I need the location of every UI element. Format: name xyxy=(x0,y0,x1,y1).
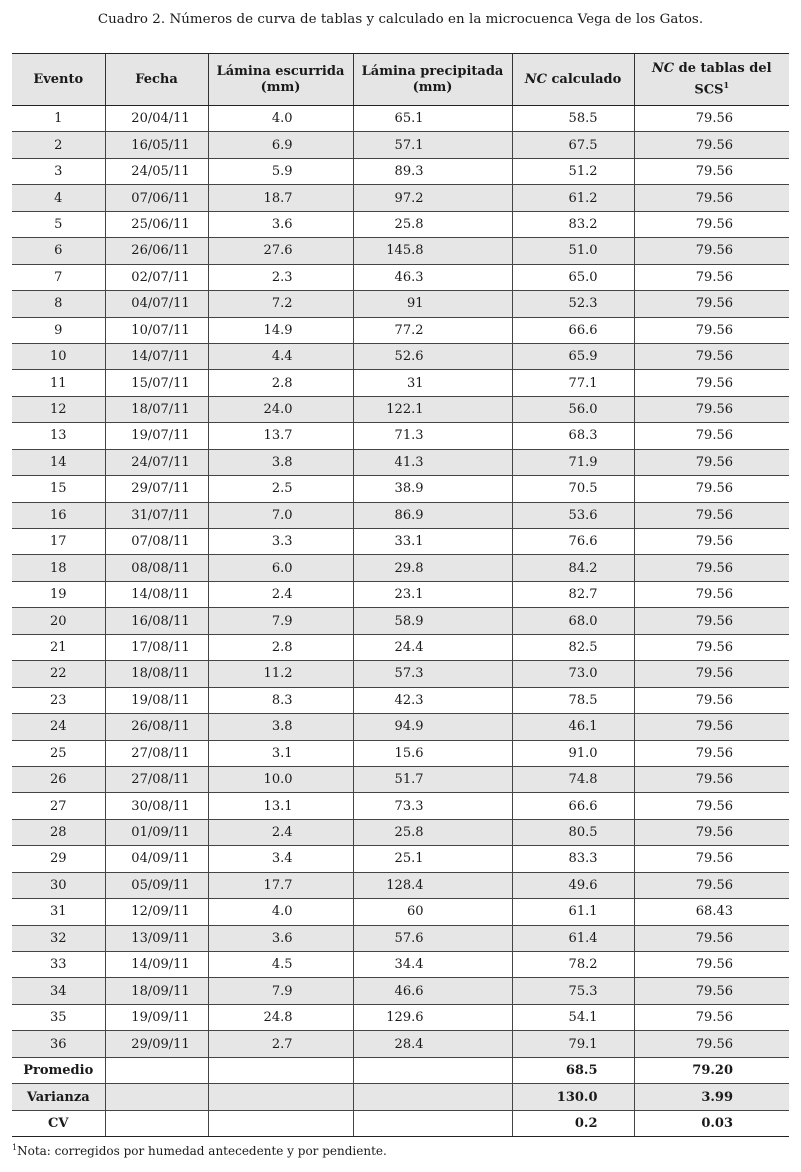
summary-row xyxy=(12,1110,789,1137)
summary-nc-calculado: 130.0 xyxy=(512,1084,634,1111)
header-evento: Evento xyxy=(12,54,105,106)
cell-lamina-escurrida: 3.6 xyxy=(208,925,353,951)
cell-evento: 4 xyxy=(12,185,105,211)
cell-lamina-precipitada: 28.4 xyxy=(353,1031,512,1057)
cell-evento: 3 xyxy=(12,158,105,184)
cell-lamina-escurrida: 7.9 xyxy=(208,978,353,1004)
table-row xyxy=(12,1004,789,1030)
cell-evento: 26 xyxy=(12,766,105,792)
cell-lamina-escurrida: 17.7 xyxy=(208,872,353,898)
cell-nc-tablas: 79.56 xyxy=(634,1031,789,1057)
cell-lamina-precipitada: 23.1 xyxy=(353,581,512,607)
cell-evento: 22 xyxy=(12,661,105,687)
cell-evento: 2 xyxy=(12,132,105,158)
summary-row xyxy=(12,1057,789,1084)
cell-lamina-escurrida: 3.4 xyxy=(208,846,353,872)
cell-evento: 6 xyxy=(12,238,105,264)
cell-lamina-escurrida: 27.6 xyxy=(208,238,353,264)
cell-nc-tablas: 79.56 xyxy=(634,529,789,555)
summary-label: Varianza xyxy=(12,1084,105,1111)
cell-nc-tablas: 79.56 xyxy=(634,291,789,317)
cell-fecha: 14/07/11 xyxy=(105,343,208,369)
cell-fecha: 29/09/11 xyxy=(105,1031,208,1057)
cell-nc-calculado: 80.5 xyxy=(512,819,634,845)
cell-nc-calculado: 68.0 xyxy=(512,608,634,634)
cell-lamina-escurrida: 3.8 xyxy=(208,449,353,475)
cell-lamina-precipitada: 31 xyxy=(353,370,512,396)
cell-lamina-precipitada: 34.4 xyxy=(353,952,512,978)
cell-fecha: 26/06/11 xyxy=(105,238,208,264)
summary-nc-tablas: 79.20 xyxy=(634,1057,789,1084)
footnote xyxy=(12,1143,387,1158)
cell-nc-tablas: 79.56 xyxy=(634,872,789,898)
cell-lamina-precipitada: 71.3 xyxy=(353,423,512,449)
cell-lamina-precipitada: 51.7 xyxy=(353,766,512,792)
cell-evento: 10 xyxy=(12,343,105,369)
table-body xyxy=(12,106,789,1058)
cell-fecha: 04/07/11 xyxy=(105,291,208,317)
cell-nc-tablas: 79.56 xyxy=(634,449,789,475)
cell-lamina-precipitada: 57.3 xyxy=(353,661,512,687)
summary-label: Promedio xyxy=(12,1057,105,1084)
cell-lamina-escurrida: 14.9 xyxy=(208,317,353,343)
table-row xyxy=(12,978,789,1004)
cell-lamina-precipitada: 58.9 xyxy=(353,608,512,634)
cell-lamina-escurrida: 13.1 xyxy=(208,793,353,819)
cell-fecha: 18/07/11 xyxy=(105,396,208,422)
cell-nc-tablas: 79.56 xyxy=(634,581,789,607)
cell-fecha: 18/09/11 xyxy=(105,978,208,1004)
header-lamina-precipitada-line2: (mm) xyxy=(412,79,453,95)
table-row xyxy=(12,766,789,792)
cell-lamina-escurrida: 13.7 xyxy=(208,423,353,449)
cell-evento: 32 xyxy=(12,925,105,951)
summary-empty-cell xyxy=(105,1057,208,1084)
footnote-sup: 1 xyxy=(12,1143,18,1152)
cell-lamina-precipitada: 46.3 xyxy=(353,264,512,290)
cell-fecha: 16/05/11 xyxy=(105,132,208,158)
table-row xyxy=(12,211,789,237)
cell-nc-tablas: 79.56 xyxy=(634,476,789,502)
cell-fecha: 19/08/11 xyxy=(105,687,208,713)
cell-evento: 5 xyxy=(12,211,105,237)
cell-nc-calculado: 77.1 xyxy=(512,370,634,396)
cell-nc-calculado: 52.3 xyxy=(512,291,634,317)
cell-evento: 7 xyxy=(12,264,105,290)
table-row xyxy=(12,872,789,898)
cell-fecha: 24/05/11 xyxy=(105,158,208,184)
cell-fecha: 01/09/11 xyxy=(105,819,208,845)
cell-lamina-escurrida: 18.7 xyxy=(208,185,353,211)
summary-nc-calculado: 0.2 xyxy=(512,1110,634,1137)
cell-fecha: 20/04/11 xyxy=(105,106,208,132)
table-row xyxy=(12,687,789,713)
cell-lamina-escurrida: 2.3 xyxy=(208,264,353,290)
cell-nc-calculado: 68.3 xyxy=(512,423,634,449)
cell-nc-calculado: 91.0 xyxy=(512,740,634,766)
table-row xyxy=(12,555,789,581)
cell-nc-tablas: 79.56 xyxy=(634,766,789,792)
cell-fecha: 29/07/11 xyxy=(105,476,208,502)
cell-nc-tablas: 79.56 xyxy=(634,846,789,872)
table-row xyxy=(12,714,789,740)
cell-lamina-precipitada: 97.2 xyxy=(353,185,512,211)
cell-nc-tablas: 79.56 xyxy=(634,661,789,687)
cell-fecha: 16/08/11 xyxy=(105,608,208,634)
cell-nc-tablas: 79.56 xyxy=(634,634,789,660)
cell-lamina-precipitada: 25.8 xyxy=(353,819,512,845)
cell-evento: 25 xyxy=(12,740,105,766)
cell-nc-tablas: 79.56 xyxy=(634,952,789,978)
cell-lamina-precipitada: 46.6 xyxy=(353,978,512,1004)
table-row xyxy=(12,449,789,475)
cell-nc-calculado: 51.0 xyxy=(512,238,634,264)
cell-lamina-precipitada: 73.3 xyxy=(353,793,512,819)
header-nc-calculado-rest: calculado xyxy=(546,71,622,87)
cell-fecha: 04/09/11 xyxy=(105,846,208,872)
cell-lamina-escurrida: 6.9 xyxy=(208,132,353,158)
cell-evento: 33 xyxy=(12,952,105,978)
cell-fecha: 15/07/11 xyxy=(105,370,208,396)
cell-fecha: 13/09/11 xyxy=(105,925,208,951)
table-row xyxy=(12,476,789,502)
cell-nc-tablas: 79.56 xyxy=(634,396,789,422)
cell-nc-tablas: 79.56 xyxy=(634,211,789,237)
summary-nc-calculado: 68.5 xyxy=(512,1057,634,1084)
summary-empty-cell xyxy=(208,1110,353,1137)
cell-nc-calculado: 83.2 xyxy=(512,211,634,237)
cell-nc-calculado: 67.5 xyxy=(512,132,634,158)
header-lamina-precipitada-line1: Lámina precipitada xyxy=(361,63,504,79)
cell-lamina-escurrida: 2.8 xyxy=(208,370,353,396)
cell-fecha: 27/08/11 xyxy=(105,766,208,792)
cell-fecha: 02/07/11 xyxy=(105,264,208,290)
table-row xyxy=(12,370,789,396)
cell-nc-tablas: 79.56 xyxy=(634,1004,789,1030)
cell-evento: 30 xyxy=(12,872,105,898)
cell-evento: 23 xyxy=(12,687,105,713)
table-row xyxy=(12,740,789,766)
cell-fecha: 07/08/11 xyxy=(105,529,208,555)
table-row xyxy=(12,317,789,343)
cell-lamina-escurrida: 3.3 xyxy=(208,529,353,555)
cell-lamina-escurrida: 2.7 xyxy=(208,1031,353,1057)
cell-nc-tablas: 68.43 xyxy=(634,899,789,925)
cell-nc-calculado: 51.2 xyxy=(512,158,634,184)
cell-lamina-precipitada: 29.8 xyxy=(353,555,512,581)
table-row xyxy=(12,1031,789,1057)
cell-evento: 19 xyxy=(12,581,105,607)
cell-nc-calculado: 65.0 xyxy=(512,264,634,290)
table-row xyxy=(12,819,789,845)
cell-evento: 31 xyxy=(12,899,105,925)
cell-lamina-precipitada: 38.9 xyxy=(353,476,512,502)
cell-lamina-precipitada: 122.1 xyxy=(353,396,512,422)
cell-lamina-precipitada: 77.2 xyxy=(353,317,512,343)
cell-nc-tablas: 79.56 xyxy=(634,370,789,396)
cell-nc-calculado: 78.5 xyxy=(512,687,634,713)
cell-nc-tablas: 79.56 xyxy=(634,502,789,528)
cell-nc-tablas: 79.56 xyxy=(634,793,789,819)
cell-nc-tablas: 79.56 xyxy=(634,687,789,713)
cell-lamina-precipitada: 91 xyxy=(353,291,512,317)
cell-evento: 11 xyxy=(12,370,105,396)
cell-nc-tablas: 79.56 xyxy=(634,317,789,343)
cell-nc-calculado: 84.2 xyxy=(512,555,634,581)
cell-lamina-precipitada: 94.9 xyxy=(353,714,512,740)
cell-nc-calculado: 56.0 xyxy=(512,396,634,422)
cell-nc-calculado: 76.6 xyxy=(512,529,634,555)
cell-nc-tablas: 79.56 xyxy=(634,264,789,290)
table-row xyxy=(12,423,789,449)
cell-nc-calculado: 82.5 xyxy=(512,634,634,660)
cell-evento: 16 xyxy=(12,502,105,528)
cell-lamina-precipitada: 57.6 xyxy=(353,925,512,951)
cell-nc-calculado: 61.2 xyxy=(512,185,634,211)
cell-lamina-precipitada: 86.9 xyxy=(353,502,512,528)
cell-lamina-precipitada: 128.4 xyxy=(353,872,512,898)
table-row xyxy=(12,185,789,211)
summary-row xyxy=(12,1084,789,1111)
cell-lamina-escurrida: 4.5 xyxy=(208,952,353,978)
table-row xyxy=(12,106,789,132)
table-row xyxy=(12,502,789,528)
cell-nc-tablas: 79.56 xyxy=(634,158,789,184)
cell-evento: 1 xyxy=(12,106,105,132)
cell-lamina-escurrida: 2.4 xyxy=(208,819,353,845)
cell-lamina-escurrida: 3.8 xyxy=(208,714,353,740)
cell-lamina-precipitada: 33.1 xyxy=(353,529,512,555)
table-row xyxy=(12,952,789,978)
summary-empty-cell xyxy=(353,1110,512,1137)
cell-nc-tablas: 79.56 xyxy=(634,238,789,264)
cell-nc-calculado: 54.1 xyxy=(512,1004,634,1030)
cell-nc-calculado: 82.7 xyxy=(512,581,634,607)
cell-lamina-precipitada: 57.1 xyxy=(353,132,512,158)
cell-lamina-escurrida: 24.0 xyxy=(208,396,353,422)
cell-nc-calculado: 49.6 xyxy=(512,872,634,898)
cell-lamina-escurrida: 7.0 xyxy=(208,502,353,528)
cell-fecha: 10/07/11 xyxy=(105,317,208,343)
cell-lamina-escurrida: 7.9 xyxy=(208,608,353,634)
summary-empty-cell xyxy=(105,1110,208,1137)
cell-lamina-precipitada: 65.1 xyxy=(353,106,512,132)
cell-nc-calculado: 58.5 xyxy=(512,106,634,132)
header-lamina-escurrida-line2: (mm) xyxy=(260,79,301,95)
cell-evento: 34 xyxy=(12,978,105,1004)
cell-lamina-escurrida: 3.6 xyxy=(208,211,353,237)
cell-lamina-precipitada: 25.1 xyxy=(353,846,512,872)
header-lamina-escurrida xyxy=(208,54,353,106)
summary-empty-cell xyxy=(208,1084,353,1111)
cell-fecha: 19/07/11 xyxy=(105,423,208,449)
header-nc-tablas-rest: de tablas del SCS xyxy=(674,60,772,98)
cell-nc-tablas: 79.56 xyxy=(634,343,789,369)
cell-lamina-precipitada: 41.3 xyxy=(353,449,512,475)
cell-lamina-escurrida: 2.4 xyxy=(208,581,353,607)
cell-nc-calculado: 73.0 xyxy=(512,661,634,687)
cell-nc-tablas: 79.56 xyxy=(634,423,789,449)
cell-lamina-precipitada: 42.3 xyxy=(353,687,512,713)
cell-evento: 36 xyxy=(12,1031,105,1057)
header-nc-calculado-nc: NC xyxy=(524,71,547,87)
cell-nc-tablas: 79.56 xyxy=(634,555,789,581)
header-nc-tablas-nc: NC xyxy=(651,60,675,76)
cell-lamina-escurrida: 7.2 xyxy=(208,291,353,317)
cell-nc-tablas: 79.56 xyxy=(634,132,789,158)
cell-nc-tablas: 79.56 xyxy=(634,978,789,1004)
cell-nc-calculado: 71.9 xyxy=(512,449,634,475)
cell-lamina-escurrida: 10.0 xyxy=(208,766,353,792)
table-summary xyxy=(12,1057,789,1137)
cell-evento: 20 xyxy=(12,608,105,634)
cell-nc-calculado: 61.4 xyxy=(512,925,634,951)
cell-lamina-precipitada: 24.4 xyxy=(353,634,512,660)
table-row xyxy=(12,899,789,925)
cell-fecha: 08/08/11 xyxy=(105,555,208,581)
table-row xyxy=(12,581,789,607)
cell-evento: 28 xyxy=(12,819,105,845)
cell-evento: 21 xyxy=(12,634,105,660)
header-lamina-escurrida-line1: Lámina escurrida xyxy=(216,63,345,79)
cell-nc-calculado: 53.6 xyxy=(512,502,634,528)
cell-nc-calculado: 74.8 xyxy=(512,766,634,792)
cell-lamina-escurrida: 6.0 xyxy=(208,555,353,581)
cell-lamina-escurrida: 11.2 xyxy=(208,661,353,687)
cell-nc-calculado: 66.6 xyxy=(512,793,634,819)
cell-lamina-escurrida: 2.8 xyxy=(208,634,353,660)
cell-evento: 15 xyxy=(12,476,105,502)
table-row xyxy=(12,529,789,555)
cell-fecha: 14/08/11 xyxy=(105,581,208,607)
cell-lamina-escurrida: 4.0 xyxy=(208,899,353,925)
cell-lamina-precipitada: 25.8 xyxy=(353,211,512,237)
cell-nc-calculado: 46.1 xyxy=(512,714,634,740)
cell-lamina-escurrida: 4.0 xyxy=(208,106,353,132)
cell-fecha: 24/07/11 xyxy=(105,449,208,475)
cell-nc-tablas: 79.56 xyxy=(634,714,789,740)
cell-evento: 29 xyxy=(12,846,105,872)
table-row xyxy=(12,608,789,634)
footnote-text: Nota: corregidos por humedad antecedente y por pendiente. xyxy=(17,1144,387,1158)
cell-fecha: 26/08/11 xyxy=(105,714,208,740)
summary-nc-tablas: 3.99 xyxy=(634,1084,789,1111)
table-row xyxy=(12,132,789,158)
cell-fecha: 05/09/11 xyxy=(105,872,208,898)
header-nc-tablas xyxy=(634,54,789,106)
table-caption: Cuadro 2. Números de curva de tablas y calculado en la microcuenca Vega de los Gatos. xyxy=(97,12,704,27)
cell-fecha: 30/08/11 xyxy=(105,793,208,819)
cell-lamina-precipitada: 60 xyxy=(353,899,512,925)
summary-nc-tablas: 0.03 xyxy=(634,1110,789,1137)
table-row xyxy=(12,846,789,872)
header-row xyxy=(12,54,789,106)
table-row xyxy=(12,238,789,264)
cell-fecha: 19/09/11 xyxy=(105,1004,208,1030)
cell-fecha: 27/08/11 xyxy=(105,740,208,766)
cell-nc-tablas: 79.56 xyxy=(634,608,789,634)
summary-empty-cell xyxy=(353,1084,512,1111)
cell-evento: 12 xyxy=(12,396,105,422)
cell-nc-calculado: 83.3 xyxy=(512,846,634,872)
cell-nc-calculado: 75.3 xyxy=(512,978,634,1004)
cell-evento: 8 xyxy=(12,291,105,317)
cell-evento: 17 xyxy=(12,529,105,555)
cell-nc-tablas: 79.56 xyxy=(634,185,789,211)
cell-evento: 27 xyxy=(12,793,105,819)
table-row xyxy=(12,291,789,317)
table-row xyxy=(12,925,789,951)
table-row xyxy=(12,793,789,819)
cell-evento: 14 xyxy=(12,449,105,475)
summary-empty-cell xyxy=(208,1057,353,1084)
cell-lamina-escurrida: 24.8 xyxy=(208,1004,353,1030)
header-fecha: Fecha xyxy=(105,54,208,106)
cell-fecha: 18/08/11 xyxy=(105,661,208,687)
cell-lamina-precipitada: 129.6 xyxy=(353,1004,512,1030)
cell-nc-calculado: 78.2 xyxy=(512,952,634,978)
cell-nc-tablas: 79.56 xyxy=(634,819,789,845)
cell-fecha: 17/08/11 xyxy=(105,634,208,660)
cell-nc-tablas: 79.56 xyxy=(634,740,789,766)
cell-nc-calculado: 70.5 xyxy=(512,476,634,502)
table-row xyxy=(12,661,789,687)
table-row xyxy=(12,396,789,422)
cell-fecha: 12/09/11 xyxy=(105,899,208,925)
cell-nc-calculado: 79.1 xyxy=(512,1031,634,1057)
cell-lamina-escurrida: 5.9 xyxy=(208,158,353,184)
cell-nc-calculado: 61.1 xyxy=(512,899,634,925)
table-row xyxy=(12,158,789,184)
cell-evento: 18 xyxy=(12,555,105,581)
cell-fecha: 25/06/11 xyxy=(105,211,208,237)
summary-label: CV xyxy=(12,1110,105,1137)
header-nc-tablas-sup: 1 xyxy=(723,79,730,90)
cell-fecha: 14/09/11 xyxy=(105,952,208,978)
cell-fecha: 31/07/11 xyxy=(105,502,208,528)
cell-lamina-escurrida: 8.3 xyxy=(208,687,353,713)
cell-evento: 9 xyxy=(12,317,105,343)
cell-lamina-precipitada: 89.3 xyxy=(353,158,512,184)
cell-lamina-precipitada: 52.6 xyxy=(353,343,512,369)
cell-evento: 35 xyxy=(12,1004,105,1030)
table-row xyxy=(12,343,789,369)
nc-table xyxy=(12,53,789,1137)
cell-lamina-precipitada: 145.8 xyxy=(353,238,512,264)
cell-evento: 13 xyxy=(12,423,105,449)
table-row xyxy=(12,264,789,290)
cell-nc-tablas: 79.56 xyxy=(634,925,789,951)
cell-lamina-precipitada: 15.6 xyxy=(353,740,512,766)
cell-nc-calculado: 65.9 xyxy=(512,343,634,369)
cell-lamina-escurrida: 4.4 xyxy=(208,343,353,369)
cell-nc-tablas: 79.56 xyxy=(634,106,789,132)
summary-empty-cell xyxy=(353,1057,512,1084)
cell-fecha: 07/06/11 xyxy=(105,185,208,211)
summary-empty-cell xyxy=(105,1084,208,1111)
table-row xyxy=(12,634,789,660)
cell-lamina-escurrida: 2.5 xyxy=(208,476,353,502)
cell-evento: 24 xyxy=(12,714,105,740)
header-nc-calculado xyxy=(512,54,634,106)
cell-nc-calculado: 66.6 xyxy=(512,317,634,343)
header-lamina-precipitada xyxy=(353,54,512,106)
cell-lamina-escurrida: 3.1 xyxy=(208,740,353,766)
